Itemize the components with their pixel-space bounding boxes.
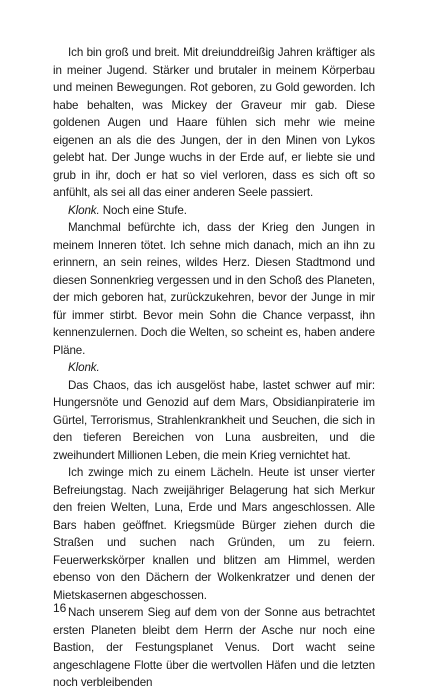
paragraph-6: Ich zwinge mich zu einem Lächeln. Heute ist unser vierter Befreiungstag. Nach zweijähriger Belagerung hat sich Merkur den freien Welten, Luna, Erde und Mars angeschlossen. Alle Bars haben geöffnet. Kriegsmüde Bürger ziehen durch die Straßen und suchen nach Gründen, um zu feiern. Feuerwerkskörper knallen und blitzen am Himmel, werden ebenso von den Dächern der Wolkenkratzer und denen der Mietskasernen abgeschossen. [53, 466, 375, 602]
paragraph-7: Nach unserem Sieg auf dem von der Sonne aus betrachtet ersten Planeten bleibt dem Herrn der Asche nur noch eine Bastion, der Festungsplanet Venus. Dort wacht seine angeschlagene Flotte über die wertvollen Häfen und die letzten noch verbleibenden [53, 606, 375, 689]
paragraph-4 [53, 359, 375, 377]
paragraph-2-italic: Klonk. [68, 203, 100, 217]
paragraph-4-italic: Klonk. [68, 361, 100, 374]
paragraph-5: Das Chaos, das ich ausgelöst habe, lastet schwer auf mir: Hungersnöte und Genozid auf dem Mars, Obsidianpiraterie im Gürtel, Terrorismus, Strahlenkrankheit und Seuchen, die sich in den tieferen Bereichen von Luna ausbreiten, und die zweihundert Millionen Leben, die mein Krieg vernichtet hat. [53, 378, 375, 462]
paragraph-2 [53, 202, 375, 220]
paragraph-2-rest: Noch eine Stufe. [99, 203, 187, 217]
paragraph-1: Ich bin groß und breit. Mit dreiunddreißig Jahren kräftiger als in meiner Jugend. Stärker und brutaler in meinem Körperbau und meinen Bewegungen. Rot geboren, zu Gold geworden. Ich habe behalten, was Mickey der Graveur mir gab. Diese goldenen Augen und Haare fühlen sich mehr wie meine eigenen an als die des Jungen, der in den Minen von Lykos gelebt hat. Der Junge wuchs in der Erde auf, er liebte sie und grub in ihr, doch er hat so viel verloren, dass es sich oft so anfühlt, als sei all das einer anderen Seele passiert. [53, 46, 375, 199]
body-text [53, 44, 375, 692]
paragraph-3: Manchmal befürchte ich, dass der Krieg den Jungen in meinem Inneren tötet. Ich sehne mich danach, mich an ihn zu erinnern, an sein reines, wildes Herz. Diesen Stadtmond und diesen Sonnenkrieg vergessen und in den Schoß des Planeten, der mich geboren hat, zurückzukehren, bevor der Junge in mir für immer stirbt. Bevor mein Sohn die Chance verpasst, ihn kennenzulernen. Doch die Welten, so scheint es, haben andere Pläne. [53, 221, 375, 357]
page-number: 16 [53, 601, 67, 615]
